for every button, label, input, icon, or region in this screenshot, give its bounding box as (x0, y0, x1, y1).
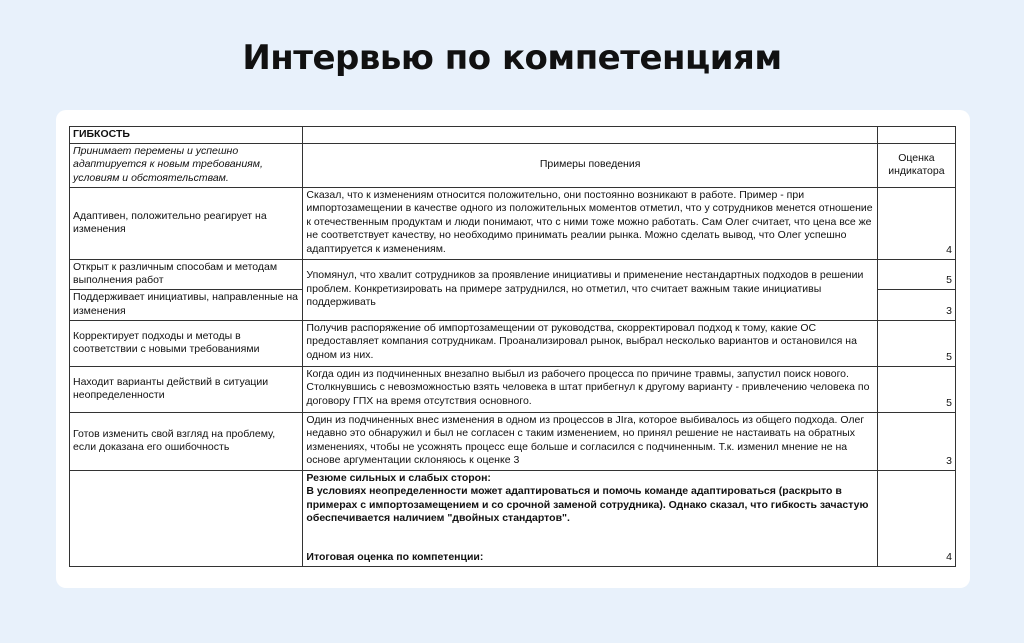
behavior-cell: Упомянул, что хвалит сотрудников за проявление инициативы и применение нестандартных подходов в решении проблем. Конкретизировать на примере затруднился, но отметил, что считает важным такие инициативы поддерживать (303, 259, 877, 320)
summary-text: В условиях неопределенности может адаптироваться и помочь команде адаптироваться (раскрыто в примерах с импортозамещением и со срочной заменой сотрудника). Однако сказал, что гибкость зачастую обеспечивается наличием "двойных стандартов". (306, 485, 869, 524)
competency-name: ГИБКОСТЬ (70, 127, 303, 144)
indicator-cell: Готов изменить свой взгляд на проблему, если доказана его ошибочность (70, 412, 303, 470)
indicator-cell: Корректирует подходы и методы в соответствии с новыми требованиями (70, 320, 303, 366)
empty-cell (70, 470, 303, 566)
score-cell: 5 (877, 320, 955, 366)
summary-row (70, 470, 956, 566)
table-row (70, 187, 956, 259)
score-cell: 3 (877, 412, 955, 470)
empty-cell (303, 127, 877, 144)
summary-cell (303, 470, 877, 566)
score-cell: 5 (877, 366, 955, 412)
competency-definition: Принимает перемены и успешно адаптируется к новым требованиям, условиям и обстоятельствам. (70, 143, 303, 187)
table-header-row (70, 127, 956, 144)
behavior-cell: Получив распоряжение об импортозамещении от руководства, скорректировал подход к тому, какие ОС предоставляет компания сотрудникам. Проанализировал рынок, выбрал несколько вариантов и остановился на одном из них. (303, 320, 877, 366)
content-card (56, 110, 970, 588)
column-header-score: Оценка индикатора (877, 143, 955, 187)
table-subheader-row (70, 143, 956, 187)
score-cell: 4 (877, 187, 955, 259)
behavior-cell: Когда один из подчиненных внезапно выбыл из рабочего процесса по причине травмы, запустил поиск нового. Столкнувшись с невозможностью взять человека в штат прибегнул к другому варианту - привлечению человека по договору ГПХ на время отсутствия основного. (303, 366, 877, 412)
table-row (70, 259, 956, 289)
summary-heading: Резюме сильных и слабых сторон: (306, 471, 491, 484)
empty-cell (877, 127, 955, 144)
score-cell: 3 (877, 289, 955, 320)
behavior-cell: Один из подчиненных внес изменения в одном из процессов в JIra, которое выбивалось из общего подхода. Олег недавно это обнаружил и был не согласен с таким изменением, но принял решение не настаивать на обратных изменениях, чтобы не усожнять процесс еще больше и согласился с подчиненным. Т.к. изменил мнение не на основе аргументации склоняюсь к оценке 3 (303, 412, 877, 470)
indicator-cell: Открыт к различным способам и методам выполнения работ (70, 259, 303, 289)
column-header-examples: Примеры поведения (303, 143, 877, 187)
table-row (70, 366, 956, 412)
indicator-cell: Адаптивен, положительно реагирует на изменения (70, 187, 303, 259)
table-row (70, 320, 956, 366)
behavior-cell: Сказал, что к изменениям относится положительно, они постоянно возникают в работе. Пример - при импортозамещении в качестве одного из положительных моментов отметил, что у сотрудников менется отношение к отечественным продуктам и люди понимают, что с ними тоже можно работать. Сам Олег считает, что цена все же не соответствует качеству, но необходимо принимать реалии рынка. Можно сделать вывод, что Олег успешно адаптируется к изменениям. (303, 187, 877, 259)
table-row (70, 412, 956, 470)
final-score-label: Итоговая оценка по компетенции: (306, 551, 484, 563)
page-title: Интервью по компетенциям (242, 38, 782, 78)
final-score-cell: 4 (877, 470, 955, 566)
indicator-cell: Поддерживает инициативы, направленные на изменения (70, 289, 303, 320)
score-cell: 5 (877, 259, 955, 289)
indicator-cell: Находит варианты действий в ситуации неопределенности (70, 366, 303, 412)
competency-table (69, 126, 956, 567)
